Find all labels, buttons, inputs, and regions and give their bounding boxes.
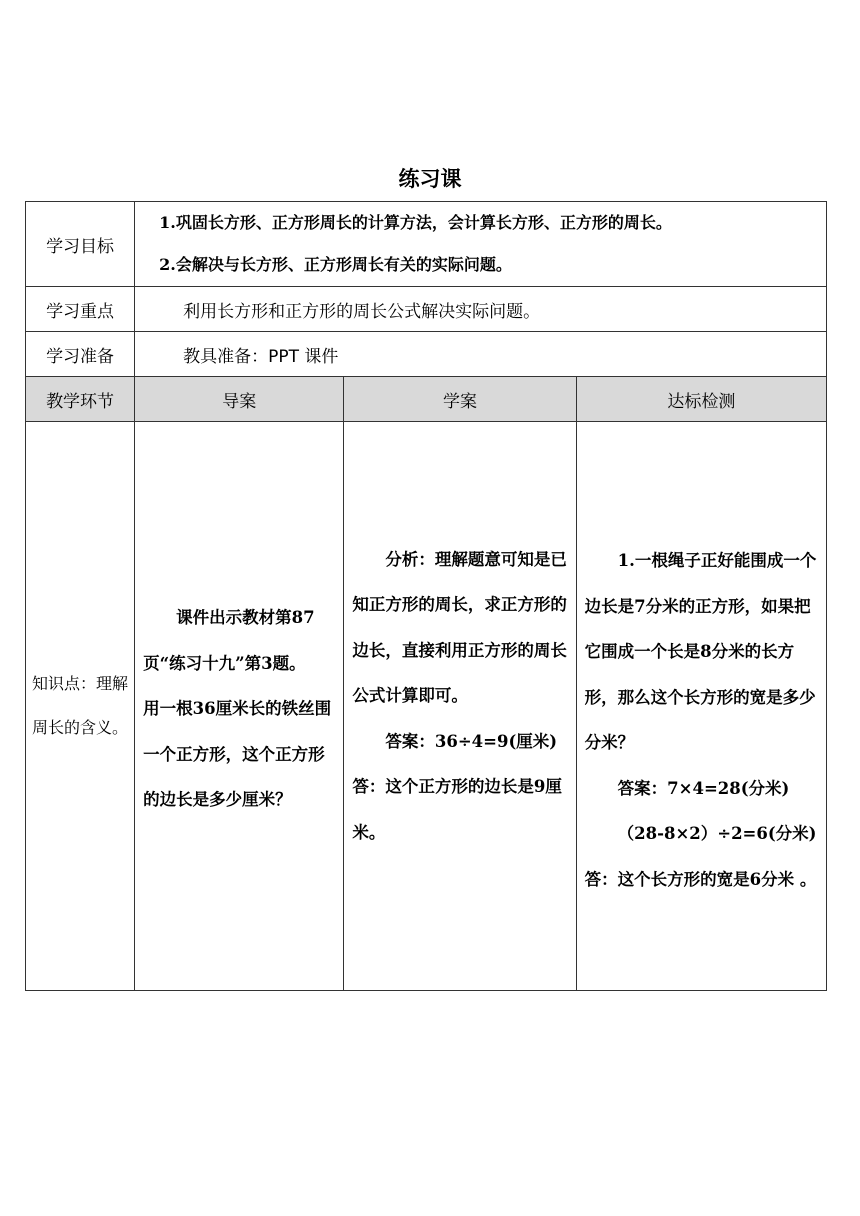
check-question: 1.一根绳子正好能围成一个边长是7分米的正方形，如果把它围成一个长是8分米的长方形，那么这个长方形的宽是多少分米？ xyxy=(584,551,817,752)
guide-paragraph: 课件出示教材第87页“练习十九”第3题。 xyxy=(143,608,315,673)
check-answer: 答案：7×4=28(分米) xyxy=(617,778,790,798)
focus-row xyxy=(26,287,827,332)
guide-cell xyxy=(135,422,344,991)
study-answer: 答案：36÷4=9(厘米) xyxy=(385,731,558,751)
focus-text: 利用长方形和正方形的周长公式解决实际问题。 xyxy=(135,287,827,332)
study-paragraph: 分析：理解题意可知是已知正方形的周长，求正方形的边长，直接利用正方形的周长公式计算即可。 xyxy=(352,549,567,706)
check-conclusion: 答：这个长方形的宽是6分米 。 xyxy=(584,869,817,889)
section-row xyxy=(26,422,827,991)
study-conclusion: 答：这个正方形的边长是9厘米。 xyxy=(352,777,562,842)
page-title: 练习课 xyxy=(398,167,462,191)
goals-row xyxy=(26,202,827,287)
lesson-plan-table xyxy=(25,201,827,991)
goals-label: 学习目标 xyxy=(26,202,135,287)
header-guide: 导案 xyxy=(135,377,344,422)
check-cell xyxy=(576,422,826,991)
header-stage: 教学环节 xyxy=(26,377,135,422)
guide-paragraph: 用一根36厘米长的铁丝围一个正方形，这个正方形的边长是多少厘米？ xyxy=(143,699,332,810)
header-row xyxy=(26,377,827,422)
study-cell xyxy=(344,422,576,991)
goal-item: 1.巩固长方形、正方形周长的计算方法，会计算长方形、正方形的周长。 xyxy=(159,213,672,232)
knowledge-point: 知识点：理解周长的含义。 xyxy=(26,422,135,991)
goals-cell xyxy=(135,202,827,287)
check-calculation: （28-8×2）÷2=6(分米) xyxy=(617,824,817,843)
prep-row xyxy=(26,332,827,377)
header-check: 达标检测 xyxy=(576,377,826,422)
prep-label: 学习准备 xyxy=(26,332,135,377)
prep-text: 教具准备：PPT 课件 xyxy=(135,332,827,377)
focus-label: 学习重点 xyxy=(26,287,135,332)
header-study: 学案 xyxy=(344,377,576,422)
goal-item: 2.会解决与长方形、正方形周长有关的实际问题。 xyxy=(159,255,512,274)
